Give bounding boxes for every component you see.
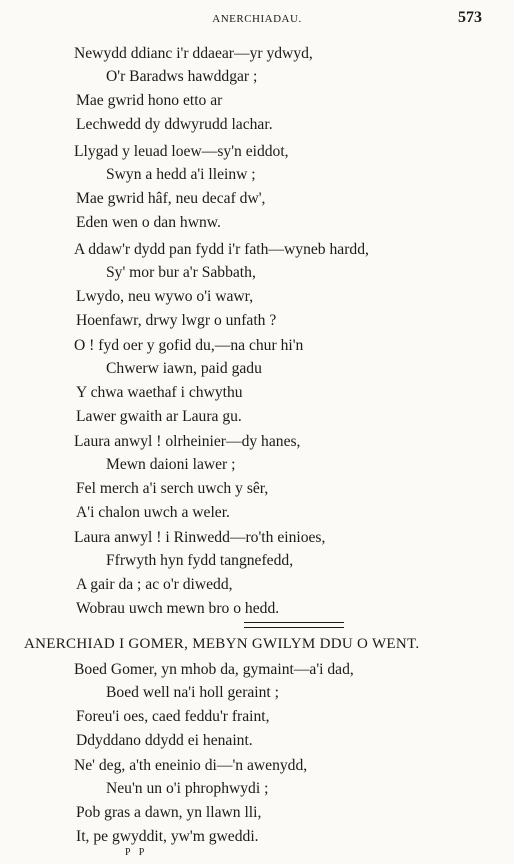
page-number: 573 — [458, 9, 482, 26]
verse-line: Chwerw iawn, paid gadu — [106, 360, 262, 377]
divider-rule — [244, 627, 344, 628]
verse-line: Ne' deg, a'th eneinio di—'n awenydd, — [74, 757, 308, 774]
verse-line: O'r Baradws hawddgar ; — [106, 68, 258, 85]
verse-line: Newydd ddianc i'r ddaear—yr ydwyd, — [74, 45, 313, 62]
verse-line: Lawer gwaith ar Laura gu. — [76, 408, 242, 425]
verse-line: Wobrau uwch mewn bro o hedd. — [76, 600, 280, 617]
verse-line: Y chwa waethaf i chwythu — [76, 384, 243, 401]
verse-line: Boed well na'i holl geraint ; — [106, 684, 280, 701]
verse-line: Mewn daioni lawer ; — [106, 456, 236, 473]
verse-line: A gair da ; ac o'r diwedd, — [76, 576, 233, 593]
section-heading: ANERCHIAD I GOMER, MEBYN GWILYM DDU O WENT. — [24, 636, 420, 652]
verse-line: Llygad y leuad loew—sy'n eiddot, — [74, 143, 289, 160]
verse-line: Pob gras a dawn, yn llawn lli, — [76, 804, 262, 821]
verse-line: Sy' mor bur a'r Sabbath, — [106, 264, 256, 281]
verse-line: O ! fyd oer y gofid du,—na chur hi'n — [74, 337, 304, 354]
verse-line: Ddyddano ddydd ei henaint. — [76, 732, 253, 749]
verse-line: A ddaw'r dydd pan fydd i'r fath—wyneb hardd, — [74, 241, 369, 258]
verse-line: Foreu'i oes, caed feddu'r fraint, — [76, 708, 270, 725]
verse-line: Eden wen o dan hwnw. — [76, 214, 221, 231]
verse-line: Swyn a hedd a'i lleinw ; — [106, 166, 256, 183]
verse-line: Hoenfawr, drwy lwgr o unfath ? — [76, 312, 277, 329]
verse-line: Neu'n un o'i phrophwydi ; — [106, 780, 269, 797]
verse-line: Lwydo, neu wywo o'i wawr, — [76, 288, 254, 305]
verse-line: Lechwedd dy ddwyrudd lachar. — [76, 116, 273, 133]
verse-line: Mae gwrid hono etto ar — [76, 92, 223, 109]
divider-rule — [244, 622, 344, 623]
verse-line: Mae gwrid hâf, neu decaf dw', — [76, 190, 266, 207]
verse-line: Laura anwyl ! i Rinwedd—ro'th einioes, — [74, 529, 326, 546]
verse-line: A'i chalon uwch a weler. — [76, 504, 230, 521]
verse-line: It, pe gwyddit, yw'm gweddi. — [76, 828, 259, 845]
running-title: ANERCHIADAU. — [212, 13, 302, 25]
verse-line: Fel merch a'i serch uwch y sêr, — [76, 480, 269, 497]
verse-line: Ffrwyth hyn fydd tangnefedd, — [106, 552, 294, 569]
printer-signature-mark: P P — [125, 847, 148, 858]
verse-line: Boed Gomer, yn mhob da, gymaint—a'i dad, — [74, 661, 354, 678]
verse-line: Laura anwyl ! olrheinier—dy hanes, — [74, 433, 301, 450]
